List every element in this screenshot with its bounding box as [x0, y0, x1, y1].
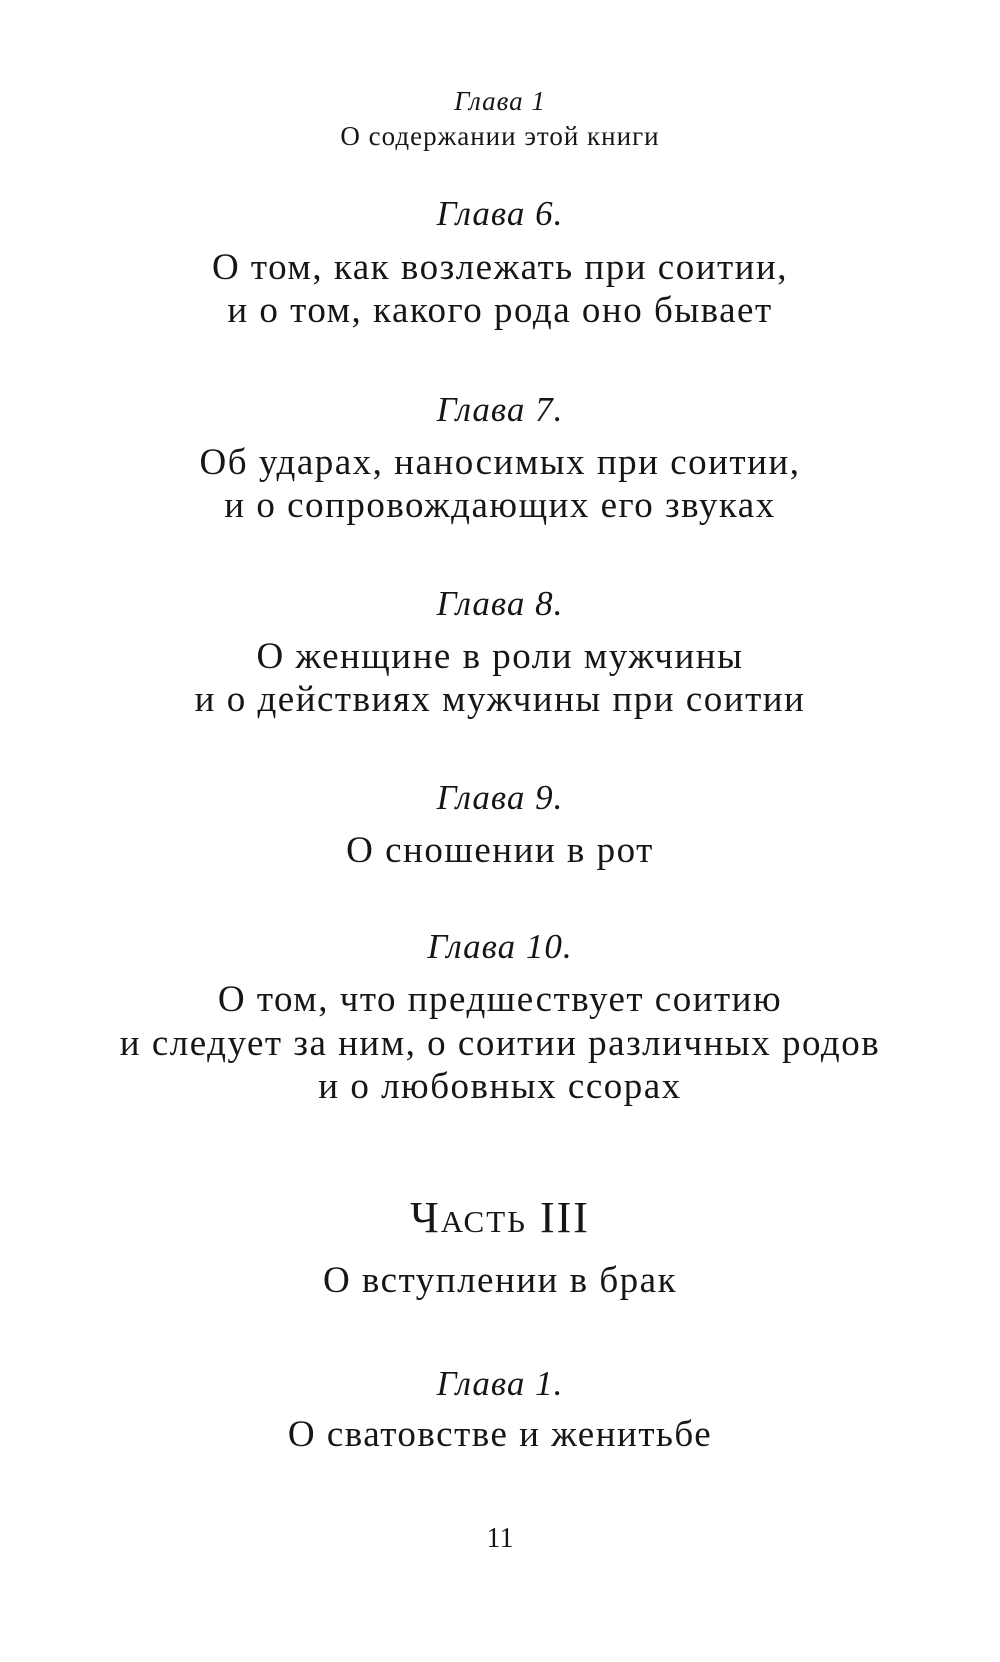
chapter-6-title-line-1: О том, как возлежать при соитии, [211, 247, 789, 288]
chapter-7-title-line-1: Об ударах, наносимых при соитии, [199, 442, 801, 483]
chapter-8-title-line-2: и о действиях мужчины при соитии [194, 679, 806, 720]
chapter-9-label: Глава 9. [436, 778, 564, 817]
chapter-8-label: Глава 8. [436, 584, 564, 623]
page-number: 11 [486, 1523, 514, 1554]
part-chapter-1-title: О сватовстве и женитьбе [287, 1414, 713, 1455]
chapter-1-title: О содержании этой книги [340, 121, 660, 151]
chapter-6-title-line-2: и о том, какого рода оно бывает [227, 290, 773, 331]
chapter-10-title-line-2: и следует за ним, о соитии различных родов [119, 1023, 881, 1064]
part-chapter-1-label: Глава 1. [436, 1364, 564, 1403]
chapter-1-label: Глава 1 [454, 86, 546, 116]
part-heading: Часть III [410, 1193, 590, 1242]
chapter-10-label: Глава 10. [427, 927, 573, 966]
part-subtitle: О вступлении в брак [322, 1260, 678, 1301]
chapter-6-label: Глава 6. [436, 194, 564, 233]
chapter-9-title: О сношении в рот [346, 830, 654, 871]
chapter-10-title-line-1: О том, что предшествует соитию [217, 979, 783, 1020]
chapter-10-title-line-3: и о любовных ссорах [318, 1066, 682, 1107]
chapter-7-label: Глава 7. [436, 390, 564, 429]
chapter-8-title-line-1: О женщине в роли мужчины [256, 636, 744, 677]
chapter-7-title-line-2: и о сопровождающих его звуках [224, 485, 776, 526]
